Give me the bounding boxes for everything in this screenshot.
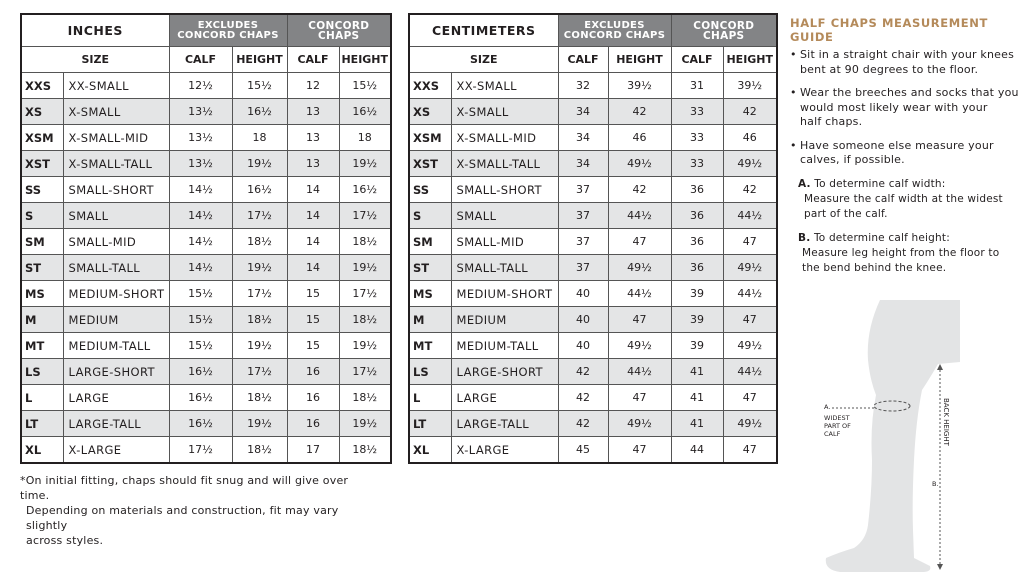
size-name: SMALL-TALL <box>451 255 558 281</box>
height-value: 44½ <box>608 203 671 229</box>
step-line: To determine calf height: <box>813 231 950 244</box>
bullet-dot-icon: • <box>790 48 797 61</box>
height-value: 49½ <box>608 411 671 437</box>
size-name: LARGE-TALL <box>63 411 169 437</box>
size-row <box>21 437 391 464</box>
calf-value: 16½ <box>169 411 232 437</box>
size-code: SS <box>409 177 451 203</box>
size-code: LS <box>21 359 63 385</box>
size-name: MEDIUM-TALL <box>451 333 558 359</box>
bullet-line: calves, if possible. <box>800 153 905 166</box>
calf-value: 16½ <box>169 359 232 385</box>
concord-calf-value: 13 <box>287 151 339 177</box>
concord-calf-value: 33 <box>671 125 723 151</box>
height-value: 19½ <box>232 255 287 281</box>
size-header: SIZE <box>21 47 169 73</box>
concord-calf-value: 14 <box>287 255 339 281</box>
size-code: LT <box>21 411 63 437</box>
bullet-line: would most likely wear with your <box>800 100 988 114</box>
widest-label: CALF <box>824 430 841 438</box>
measurement-guide <box>790 16 1020 285</box>
size-row <box>409 307 777 333</box>
size-row <box>409 333 777 359</box>
concord-calf-header: CALF <box>287 47 339 73</box>
concord-height-value: 47 <box>723 229 777 255</box>
footnote-line: *On initial fitting, chaps should fit snug and will give over time. <box>20 474 349 502</box>
height-value: 18 <box>232 125 287 151</box>
size-row <box>409 385 777 411</box>
calf-value: 37 <box>558 229 608 255</box>
calf-value: 34 <box>558 125 608 151</box>
calf-value: 14½ <box>169 229 232 255</box>
concord-height-header: HEIGHT <box>723 47 777 73</box>
size-name: LARGE <box>63 385 169 411</box>
widest-label: PART OF <box>824 422 851 430</box>
concord-height-value: 17½ <box>339 203 391 229</box>
step-line: Measure leg height from the floor to <box>802 246 1000 259</box>
size-code: ST <box>409 255 451 281</box>
size-name: SMALL-MID <box>63 229 169 255</box>
size-row <box>409 411 777 437</box>
size-row <box>409 73 777 99</box>
concord-height-value: 19½ <box>339 333 391 359</box>
concord-calf-value: 33 <box>671 99 723 125</box>
centimeters-table-body <box>409 73 777 464</box>
concord-height-value: 16½ <box>339 99 391 125</box>
size-name: X-LARGE <box>451 437 558 464</box>
concord-height-value: 18½ <box>339 437 391 464</box>
concord-height-value: 39½ <box>723 73 777 99</box>
concord-calf-value: 16 <box>287 359 339 385</box>
size-row <box>21 151 391 177</box>
concord-calf-value: 39 <box>671 307 723 333</box>
label-b: B. <box>932 480 939 488</box>
height-value: 49½ <box>608 151 671 177</box>
size-code: XST <box>21 151 63 177</box>
height-value: 46 <box>608 125 671 151</box>
size-code: L <box>409 385 451 411</box>
widest-label: WIDEST <box>824 414 850 422</box>
concord-height-value: 19½ <box>339 255 391 281</box>
size-name: XX-SMALL <box>63 73 169 99</box>
step-label: A. <box>798 177 811 190</box>
size-name: LARGE-SHORT <box>451 359 558 385</box>
height-value: 49½ <box>608 333 671 359</box>
size-code: XL <box>21 437 63 464</box>
size-row <box>409 203 777 229</box>
size-code: XS <box>409 99 451 125</box>
concord-calf-value: 13 <box>287 125 339 151</box>
group-header-line1: EXCLUDES <box>584 19 645 31</box>
calf-header: CALF <box>169 47 232 73</box>
footnote-line: across styles. <box>26 534 104 547</box>
leg-measurement-diagram <box>810 300 1010 576</box>
concord-calf-value: 14 <box>287 229 339 255</box>
concord-height-value: 44½ <box>723 281 777 307</box>
size-code: XS <box>21 99 63 125</box>
size-name: MEDIUM-SHORT <box>63 281 169 307</box>
size-name: MEDIUM-SHORT <box>451 281 558 307</box>
calf-value: 13½ <box>169 151 232 177</box>
concord-calf-value: 33 <box>671 151 723 177</box>
calf-value: 40 <box>558 333 608 359</box>
size-row <box>21 99 391 125</box>
height-value: 44½ <box>608 281 671 307</box>
excludes-concord-group-header <box>558 14 671 47</box>
size-row <box>21 307 391 333</box>
excludes-concord-group-header <box>169 14 287 47</box>
concord-group-header: CONCORD CHAPS <box>287 14 391 47</box>
size-code: XXS <box>21 73 63 99</box>
size-name: LARGE-TALL <box>451 411 558 437</box>
calf-value: 14½ <box>169 255 232 281</box>
calf-value: 42 <box>558 411 608 437</box>
size-name: MEDIUM-TALL <box>63 333 169 359</box>
size-name: X-SMALL-MID <box>451 125 558 151</box>
bullet-line: bent at 90 degrees to the floor. <box>800 62 979 76</box>
size-row <box>21 411 391 437</box>
concord-height-value: 18 <box>339 125 391 151</box>
concord-height-value: 19½ <box>339 151 391 177</box>
height-value: 49½ <box>608 255 671 281</box>
size-row <box>21 229 391 255</box>
height-value: 19½ <box>232 411 287 437</box>
concord-calf-value: 36 <box>671 255 723 281</box>
height-value: 18½ <box>232 385 287 411</box>
size-row <box>409 281 777 307</box>
size-name: MEDIUM <box>63 307 169 333</box>
size-row <box>21 281 391 307</box>
calf-value: 14½ <box>169 203 232 229</box>
size-code: LS <box>409 359 451 385</box>
bullet-line: Wear the breeches and socks that you <box>800 86 1019 99</box>
centimeters-size-table <box>408 13 778 464</box>
height-value: 42 <box>608 99 671 125</box>
size-name: SMALL-SHORT <box>63 177 169 203</box>
group-header-line2: CONCORD CHAPS <box>563 29 666 41</box>
size-row <box>21 73 391 99</box>
calf-value: 42 <box>558 385 608 411</box>
concord-calf-value: 36 <box>671 177 723 203</box>
size-row <box>21 255 391 281</box>
bullet-line: half chaps. <box>800 115 863 128</box>
height-value: 42 <box>608 177 671 203</box>
size-row <box>409 229 777 255</box>
size-code: LT <box>409 411 451 437</box>
concord-height-value: 49½ <box>723 255 777 281</box>
concord-height-header: HEIGHT <box>339 47 391 73</box>
step-b <box>798 231 1020 276</box>
concord-calf-value: 31 <box>671 73 723 99</box>
size-name: SMALL-MID <box>451 229 558 255</box>
height-value: 18½ <box>232 307 287 333</box>
concord-height-value: 19½ <box>339 411 391 437</box>
size-name: SMALL <box>451 203 558 229</box>
arrow-down-icon <box>937 564 943 570</box>
height-value: 17½ <box>232 281 287 307</box>
guide-bullet <box>790 86 1020 130</box>
concord-height-value: 49½ <box>723 333 777 359</box>
guide-bullet <box>790 139 1020 168</box>
size-code: MT <box>21 333 63 359</box>
calf-value: 32 <box>558 73 608 99</box>
height-value: 44½ <box>608 359 671 385</box>
size-code: M <box>409 307 451 333</box>
size-name: X-SMALL-MID <box>63 125 169 151</box>
height-value: 19½ <box>232 151 287 177</box>
size-name: X-SMALL <box>451 99 558 125</box>
concord-calf-value: 12 <box>287 73 339 99</box>
step-line: Measure the calf width at the widest <box>804 192 1003 205</box>
fitting-footnote <box>20 473 380 548</box>
concord-height-value: 44½ <box>723 359 777 385</box>
height-value: 47 <box>608 229 671 255</box>
concord-height-value: 49½ <box>723 411 777 437</box>
size-code: SS <box>21 177 63 203</box>
concord-height-value: 49½ <box>723 151 777 177</box>
size-code: ST <box>21 255 63 281</box>
concord-height-value: 47 <box>723 385 777 411</box>
height-header: HEIGHT <box>608 47 671 73</box>
height-header: HEIGHT <box>232 47 287 73</box>
concord-height-value: 18½ <box>339 229 391 255</box>
height-value: 47 <box>608 385 671 411</box>
step-line: To determine calf width: <box>814 177 946 190</box>
size-code: MT <box>409 333 451 359</box>
concord-height-value: 15½ <box>339 73 391 99</box>
concord-calf-value: 15 <box>287 281 339 307</box>
calf-value: 40 <box>558 281 608 307</box>
height-value: 39½ <box>608 73 671 99</box>
concord-calf-value: 16 <box>287 411 339 437</box>
size-name: X-LARGE <box>63 437 169 464</box>
concord-calf-value: 16 <box>287 385 339 411</box>
size-row <box>21 385 391 411</box>
concord-calf-value: 39 <box>671 281 723 307</box>
size-name: SMALL-TALL <box>63 255 169 281</box>
group-header-line1: EXCLUDES <box>197 19 259 31</box>
concord-height-value: 47 <box>723 437 777 464</box>
size-code: XL <box>409 437 451 464</box>
bullet-dot-icon: • <box>790 138 797 152</box>
height-value: 16½ <box>232 177 287 203</box>
concord-calf-header: CALF <box>671 47 723 73</box>
size-name: LARGE <box>451 385 558 411</box>
height-value: 47 <box>608 307 671 333</box>
size-name: X-SMALL <box>63 99 169 125</box>
size-code: MS <box>21 281 63 307</box>
concord-calf-value: 13 <box>287 99 339 125</box>
size-name: SMALL <box>63 203 169 229</box>
calf-value: 13½ <box>169 125 232 151</box>
concord-height-value: 18½ <box>339 307 391 333</box>
calf-value: 13½ <box>169 99 232 125</box>
size-row <box>409 151 777 177</box>
size-name: X-SMALL-TALL <box>63 151 169 177</box>
calf-value: 37 <box>558 177 608 203</box>
size-name: MEDIUM <box>451 307 558 333</box>
height-value: 18½ <box>232 437 287 464</box>
size-code: XST <box>409 151 451 177</box>
calf-value: 12½ <box>169 73 232 99</box>
size-header: SIZE <box>409 47 558 73</box>
height-value: 18½ <box>232 229 287 255</box>
concord-height-value: 44½ <box>723 203 777 229</box>
step-line: part of the calf. <box>804 207 888 220</box>
size-code: XXS <box>409 73 451 99</box>
calf-value: 37 <box>558 255 608 281</box>
height-value: 17½ <box>232 359 287 385</box>
calf-value: 14½ <box>169 177 232 203</box>
concord-height-value: 16½ <box>339 177 391 203</box>
inches-table-body <box>21 73 391 464</box>
size-row <box>409 99 777 125</box>
size-code: XSM <box>21 125 63 151</box>
calf-value: 34 <box>558 99 608 125</box>
height-value: 15½ <box>232 73 287 99</box>
calf-value: 17½ <box>169 437 232 464</box>
bullet-line: Sit in a straight chair with your knees <box>800 48 1015 61</box>
calf-value: 16½ <box>169 385 232 411</box>
size-row <box>409 359 777 385</box>
concord-calf-value: 15 <box>287 307 339 333</box>
arrow-up-icon <box>937 364 943 370</box>
size-name: SMALL-SHORT <box>451 177 558 203</box>
concord-height-value: 18½ <box>339 385 391 411</box>
concord-calf-value: 41 <box>671 411 723 437</box>
size-row <box>21 359 391 385</box>
height-value: 17½ <box>232 203 287 229</box>
height-value: 47 <box>608 437 671 464</box>
calf-value: 40 <box>558 307 608 333</box>
concord-calf-value: 39 <box>671 333 723 359</box>
size-row <box>409 125 777 151</box>
footnote-line: Depending on materials and construction, fit may vary slightly <box>26 504 339 532</box>
concord-height-value: 17½ <box>339 359 391 385</box>
concord-height-value: 17½ <box>339 281 391 307</box>
size-code: SM <box>21 229 63 255</box>
calf-value: 15½ <box>169 307 232 333</box>
concord-calf-value: 15 <box>287 333 339 359</box>
guide-bullet <box>790 48 1020 77</box>
size-row <box>409 255 777 281</box>
calf-value: 34 <box>558 151 608 177</box>
concord-height-value: 42 <box>723 99 777 125</box>
calf-value: 42 <box>558 359 608 385</box>
centimeters-title: CENTIMETERS <box>409 14 558 47</box>
size-code: XSM <box>409 125 451 151</box>
size-code: S <box>409 203 451 229</box>
concord-calf-value: 41 <box>671 359 723 385</box>
inches-title: INCHES <box>21 14 169 47</box>
calf-value: 15½ <box>169 281 232 307</box>
size-row <box>21 333 391 359</box>
step-label: B. <box>798 231 811 244</box>
concord-calf-value: 14 <box>287 177 339 203</box>
size-code: L <box>21 385 63 411</box>
size-code: SM <box>409 229 451 255</box>
back-height-label: BACK HEIGHT <box>942 398 950 446</box>
concord-calf-value: 17 <box>287 437 339 464</box>
concord-calf-value: 41 <box>671 385 723 411</box>
concord-group-header: CONCORD CHAPS <box>671 14 777 47</box>
height-value: 16½ <box>232 99 287 125</box>
size-name: LARGE-SHORT <box>63 359 169 385</box>
concord-calf-value: 14 <box>287 203 339 229</box>
bullet-line: Have someone else measure your <box>800 138 994 152</box>
group-header-line2: CONCORD CHAPS <box>177 29 279 41</box>
guide-title: HALF CHAPS MEASUREMENT GUIDE <box>790 16 988 44</box>
bullet-dot-icon: • <box>790 86 797 99</box>
calf-value: 37 <box>558 203 608 229</box>
size-row <box>21 125 391 151</box>
concord-calf-value: 36 <box>671 229 723 255</box>
size-code: MS <box>409 281 451 307</box>
size-name: X-SMALL-TALL <box>451 151 558 177</box>
size-code: M <box>21 307 63 333</box>
concord-height-value: 46 <box>723 125 777 151</box>
inches-size-table <box>20 13 392 464</box>
calf-value: 15½ <box>169 333 232 359</box>
step-a <box>798 177 1020 222</box>
size-name: XX-SMALL <box>451 73 558 99</box>
size-code: S <box>21 203 63 229</box>
step-line: the bend behind the knee. <box>802 261 947 274</box>
concord-height-value: 47 <box>723 307 777 333</box>
calf-header: CALF <box>558 47 608 73</box>
height-value: 19½ <box>232 333 287 359</box>
size-row <box>409 437 777 464</box>
concord-calf-value: 44 <box>671 437 723 464</box>
size-row <box>21 203 391 229</box>
label-a: A. <box>824 403 831 411</box>
size-row <box>21 177 391 203</box>
size-row <box>409 177 777 203</box>
concord-height-value: 42 <box>723 177 777 203</box>
calf-value: 45 <box>558 437 608 464</box>
concord-calf-value: 36 <box>671 203 723 229</box>
